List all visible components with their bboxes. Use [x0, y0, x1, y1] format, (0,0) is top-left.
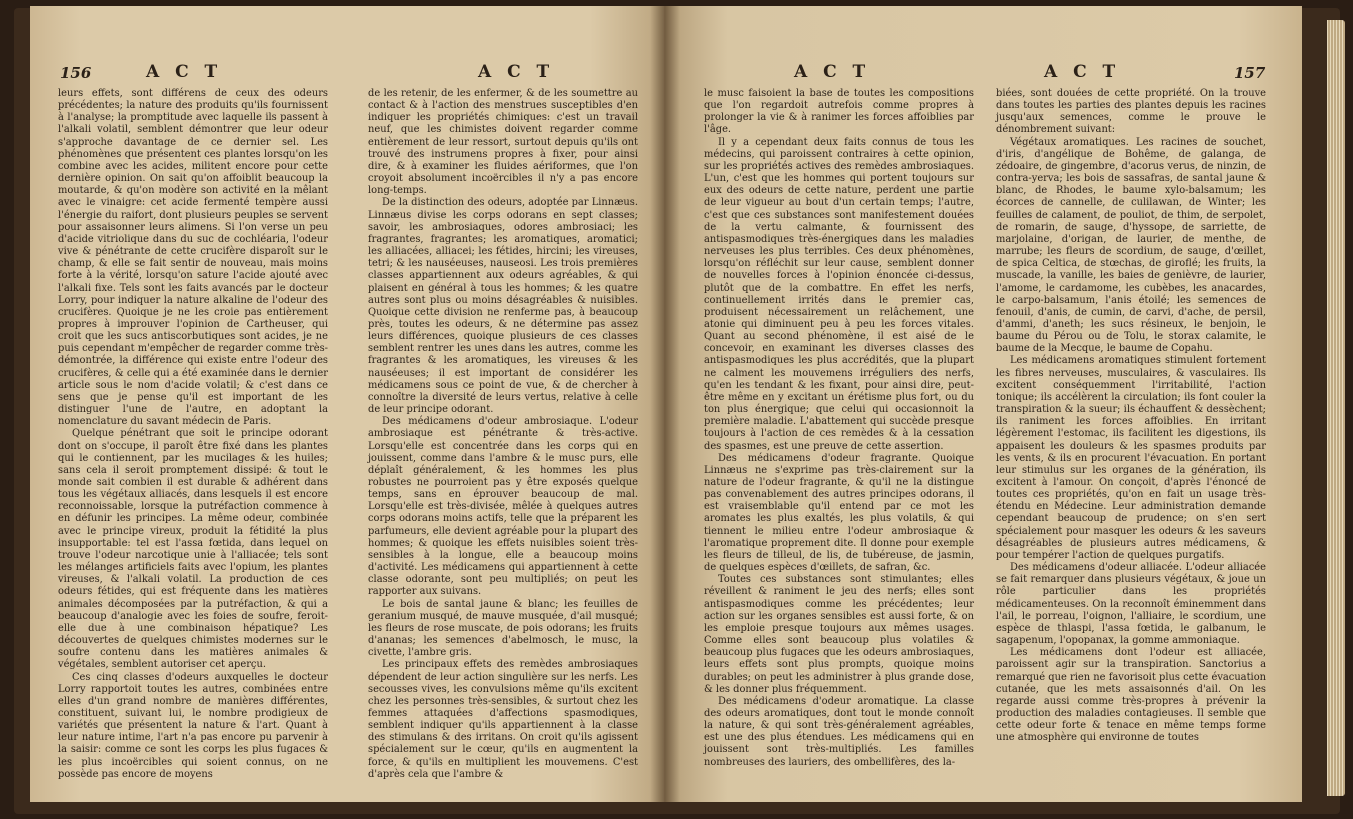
paragraph: le musc faisoient la base de toutes les compositions que l'on regardoit autrefois comme propres à prolonger la vie & à ranimer les forces affoiblies par l'âge.: [704, 88, 974, 136]
paragraph: Quelque pénétrant que soit le principe odorant dont on s'occupe, il paroît être fixé dans les plantes qui le contiennent, par les mucilages & les huiles; sans cela il seroit promptement dissipé: & tout le monde sait combien il est durable & adhérent dans tous les végétaux alliacés, dans lesquels il est encore reconnoissable, lorsque la putréfaction commence à en défunir les principes. La même odeur, combinée avec le principe vireux, produit la fétidité la plus insupportable: tel est l'assa fœtida, dans lequel on trouve l'odeur narcotique unie à l'alliacée; tels sont les mélanges artificiels faits avec l'opium, les plantes vireuses, & l'alkali volatil. La production de ces odeurs fétides, qui est fréquente dans les matières animales décomposées par la putréfaction, & qui a beaucoup d'analogie avec les foies de soufre, feroit-elle due à une combinaison hépatique? Les découvertes de quelques chimistes modernes sur le soufre contenu dans les matières animales & végétales, semblent autoriser cet aperçu.: [58, 428, 328, 671]
paragraph: leurs effets, sont différens de ceux des odeurs précédentes; la nature des produits qu'ils fournissent à l'analyse; la promptitude avec laquelle ils passent à l'alkali volatil, semblent démontrer que leur odeur s'approche davantage de ce dernier sel. Les phénomènes que présentent ces plantes lorsqu'on les combine avec les acides, militent encore pour cette dernière opinion. On sait qu'on affoiblit beaucoup la moutarde, & qu'on modère son activité en la mêlant avec le vinaigre: cet acide fermenté tempère aussi l'énergie du raifort, dont plusieurs peuples se servent pour assaisonner leurs alimens. Si l'on verse un peu d'acide vitriolique dans du suc de cochléaria, l'odeur vive & pénétrante de cette crucifère disparoît sur le champ, & elle se fait sentir de nouveau, mais moins forte à la vérité, lorsqu'on sature l'acide ajouté avec l'alkali fixe. Tels sont les faits avancés par le docteur Lorry, pour indiquer la nature alkaline de l'odeur des crucifères. Quoique je ne les croie pas entièrement propres à improuver l'opinion de Cartheuser, qui croit que les sucs antiscorbutiques sont acides, je ne puis cependant m'empêcher de regarder comme très-démontrée, la différence qui existe entre l'odeur des crucifères, & celle qui a été examinée dans le dernier article sous le nom d'acide volatil; & c'est dans ce sens que je pense qu'il est important de les distinguer l'une de l'autre, en adoptant la nomenclature du savant médecin de Paris.: [58, 88, 328, 428]
left-column-2: [368, 88, 638, 781]
paragraph: Il y a cependant deux faits connus de tous les médecins, qui paroissent contraires à cette opinion, sur les propriétés actives des remèdes ambrosiaques. L'un, c'est que les hommes qui portent toujours sur eux des odeurs de cette nature, perdent une partie de leur vigueur au bout d'un certain temps; l'autre, c'est que ces substances sont manifestement douées de la vertu calmante, & fournissent des antispasmodiques très-énergiques dans les maladies nerveuses les plus terribles. Ces deux phénomènes, lorsqu'on réfléchit sur leur cause, semblent donner de nouvelles forces à l'opinion énoncée ci-dessus, plutôt que de la combattre. En effet les nerfs, continuellement irrités dans le premier cas, produisent nécessairement un relâchement, une atonie qui diminuent peu à peu les forces vitales. Quant au second phénomène, il est aisé de le concevoir, en examinant les diverses classes des antispasmodiques les plus accrédités, que la plupart ne calment les mouvemens irréguliers des nerfs, qu'en les tendant & les fixant, pour ainsi dire, peut-être même en y excitant un érétisme plus fort, ou du ton plus énergique; que celui qui occasionnoit la première maladie. L'abattement qui succède presque toujours à l'action de ces remèdes & à la cessation des spasmes, est une preuve de cette assertion.: [704, 136, 974, 452]
paragraph: Des médicamens d'odeur alliacée. L'odeur alliacée se fait remarquer dans plusieurs végétaux, & joue un rôle particulier dans les propriétés médicamenteuses. On la reconnoît éminemment dans l'ail, le porreau, l'oignon, l'alliaire, le scordium, une espèce de thlaspi, l'assa fœtida, le galbanum, le sagapenum, l'opopanax, la gomme ammoniaque.: [996, 562, 1266, 647]
left-column-1: [58, 88, 328, 781]
paragraph: Des médicamens d'odeur aromatique. La classe des odeurs aromatiques, dont tout le monde connoît la nature, & qui sont très-généralement agréables, est une des plus étendues. Les médicamens qui en jouissent sont très-multipliés. Les familles nombreuses des lauriers, des ombellifères, des la-: [704, 695, 974, 768]
left-running-head-2: A C T: [478, 62, 555, 82]
paragraph: Ces cinq classes d'odeurs auxquelles le docteur Lorry rapportoit toutes les autres, combinées entre elles d'un grand nombre de manières différentes, constituent, suivant lui, le nombre prodigieux de variétés que présentent la nature & l'art. Quant à leur nature intime, l'art n'a pas encore pu parvenir à la saisir: comme ce sont les corps les plus fugaces & les plus incoërcibles qui soient connus, on ne possède pas encore de moyens: [58, 671, 328, 780]
left-running-head-1: A C T: [146, 62, 223, 82]
right-folio: 157: [1234, 64, 1266, 82]
page-edges: [1327, 20, 1345, 796]
right-column-1: [704, 88, 974, 769]
right-running-head-2: A C T: [1044, 62, 1121, 82]
paragraph: biées, sont douées de cette propriété. On la trouve dans toutes les parties des plantes depuis les racines jusqu'aux semences, comme le prouve le dénombrement suivant:: [996, 88, 1266, 136]
right-page: [664, 6, 1302, 802]
left-page: [30, 6, 666, 802]
paragraph: Le bois de santal jaune & blanc; les feuilles de geranium musqué, de mauve musquée, d'ail musqué; les fleurs de rose muscate, de pois odorans; les fruits d'ananas; les semences d'abelmosch, le musc, la civette, l'ambre gris.: [368, 598, 638, 659]
paragraph: Des médicamens d'odeur ambrosiaque. L'odeur ambrosiaque est pénétrante & très-active. Lorsqu'elle est concentrée dans les corps qui en jouissent, comme dans l'ambre & le musc purs, elle déplaît généralement, & les hommes les plus robustes ne pourroient pas y être exposés quelque temps, sans en éprouver beaucoup de mal. Lorsqu'elle est très-divisée, mêlée à quelques autres corps odorans moins actifs, telle que la préparent les parfumeurs, elle devient agréable pour la plupart des hommes; & quoique les effets nuisibles soient très-sensibles à la longue, elle a beaucoup moins d'activité. Les médicamens qui appartiennent à cette classe odorante, sont peu multipliés; on peut les rapporter aux suivans.: [368, 416, 638, 598]
right-column-2: [996, 88, 1266, 744]
left-folio: 156: [60, 64, 92, 82]
paragraph: De la distinction des odeurs, adoptée par Linnæus. Linnæus divise les corps odorans en sept classes; savoir, les ambrosiaques, odores ambrosiaci; les fragrantes, fragrantes; les aromatiques, aromatici; les alliacées, alliacei; les fétides, hircini; les vireuses, tetri; & les nauséeuses, nauseosi. Les trois premières classes appartiennent aux odeurs agréables, & qui plaisent en général à tous les hommes; & les quatre autres sont plus ou moins désagréables & nuisibles. Quoique cette division ne renferme pas, à beaucoup près, toutes les odeurs, & ne détermine pas assez leurs différences, quoique plusieurs de ces classes semblent rentrer les unes dans les autres, comme les fragrantes & les aromatiques, les vireuses & les nauséeuses; il est important de considérer les médicamens sous ce point de vue, & de chercher à connoître la diversité de leurs vertus, relative à celle de leur principe odorant.: [368, 197, 638, 416]
right-running-head-1: A C T: [794, 62, 871, 82]
paragraph: Les médicamens dont l'odeur est alliacée, paroissent agir sur la transpiration. Sanctorius a remarqué que rien ne favorisoit plus cette évacuation cutanée, que les mets assaisonnés d'ail. On les regarde aussi comme très-propres à prévenir la production des maladies contagieuses. Il semble que cette odeur forte & tenace en même temps forme une atmosphère qui environne de toutes: [996, 647, 1266, 744]
paragraph: Les médicamens aromatiques stimulent fortement les fibres nerveuses, musculaires, & vasculaires. Ils excitent conséquemment l'irritabilité, l'action tonique; ils accélèrent la circulation; ils font couler la transpiration & la sueur; ils échauffent & dessèchent; ils raniment les forces affoiblies. En irritant légèrement l'estomac, ils facilitent les digestions, ils appaisent les douleurs & les spasmes produits par les vents, & ils en procurent l'évacuation. En portant leur stimulus sur les organes de la génération, ils excitent à l'amour. On conçoit, d'après l'énoncé de toutes ces propriétés, qu'on en fait un usage très-étendu en Médecine. Leur administration demande cependant beaucoup de prudence; on s'en sert spécialement pour masquer les odeurs & les saveurs désagréables de plusieurs autres médicamens, & pour tempérer l'action de quelques purgatifs.: [996, 355, 1266, 561]
paragraph: de les retenir, de les enfermer, & de les soumettre au contact & à l'action des menstrues susceptibles d'en indiquer les propriétés chimiques: c'est un travail neuf, que les chimistes doivent regarder comme entièrement de leur ressort, surtout depuis qu'ils ont trouvé des instrumens propres à fixer, pour ainsi dire, & à examiner les fluides aériformes, que l'on croyoit absolument incoërcibles il n'y a pas encore long-temps.: [368, 88, 638, 197]
paragraph: Végétaux aromatiques. Les racines de souchet, d'iris, d'angélique de Bohême, de galanga, de zédoaire, de gingembre, d'acorus verus, de ninzin, de contra-yerva; les bois de sassafras, de santal jaune & blanc, de Rhodes, le baume xylo-balsamum; les écorces de cannelle, de culilawan, de Winter; les feuilles de calament, de pouliot, de thim, de serpolet, de romarin, de sauge, d'hyssope, de sarriette, de marjolaine, d'origan, de laurier, de menthe, de marrube; les fleurs de scordium, de sauge, d'œillet, de spica Celtica, de stœchas, de giroflé; les fruits, la muscade, la vanille, les baies de genièvre, de laurier, l'amome, le cardamome, les cubèbes, les anacardes, le carpo-balsamum, l'anis étoilé; les semences de fenouil, d'anis, de cumin, de carvi, d'ache, de persil, d'ammi, d'aneth; les sucs résineux, le benjoin, le baume du Pérou ou de Tolu, le storax calamite, le baume de la Mecque, le baume de Copahu.: [996, 136, 1266, 355]
paragraph: Toutes ces substances sont stimulantes; elles réveillent & raniment le jeu des nerfs; elles sont antispasmodiques comme les précédentes; leur action sur les organes sensibles est aussi forte, & on les emploie presque toujours aux mêmes usages. Comme elles sont beaucoup plus volatiles & beaucoup plus fugaces que les odeurs ambrosiaques, leurs effets sont plus prompts, quoique moins durables; on peut les administrer à plus grande dose, & les donner plus fréquemment.: [704, 574, 974, 695]
paragraph: Des médicamens d'odeur fragrante. Quoique Linnæus ne s'exprime pas très-clairement sur la nature de l'odeur fragrante, & qu'il ne la distingue pas convenablement des autres principes odorans, il est vraisemblable qu'il entend par ce mot les aromates les plus exaltés, les plus volatils, & qui tiennent le milieu entre l'odeur ambrosiaque & l'aromatique proprement dite. Il donne pour exemple les fleurs de tilleul, de lis, de tubéreuse, de jasmin, de quelques espèces d'œillets, de safran, &c.: [704, 452, 974, 574]
paragraph: Les principaux effets des remèdes ambrosiaques dépendent de leur action singulière sur les nerfs. Les secousses vives, les convulsions même qu'ils excitent chez les personnes très-sensibles, & surtout chez les femmes attaquées d'affections spasmodiques, semblent indiquer qu'ils appartiennent à la classe des stimulans & des irritans. On croit qu'ils agissent spécialement sur le cœur, qu'ils en augmentent la force, & qu'ils en multiplient les mouvemens. C'est d'après cela que l'ambre &: [368, 659, 638, 780]
